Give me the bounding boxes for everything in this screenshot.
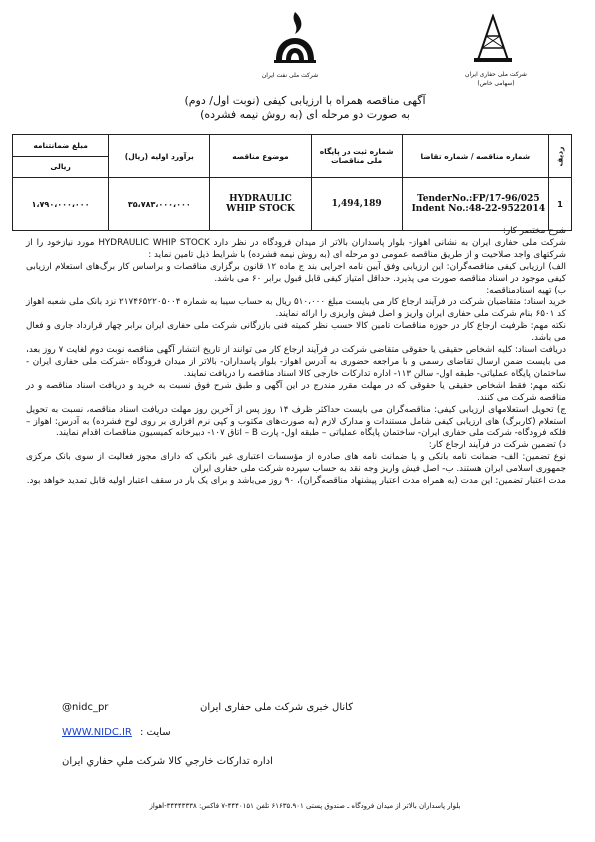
header-estimate: برآورد اولیه (ریال): [109, 135, 210, 178]
nioc-flame-logo-icon: [270, 10, 320, 65]
cell-guarantee: ۱،۷۹۰،۰۰۰،۰۰۰: [13, 178, 109, 231]
body-paragraph: مدت اعتبار تضمین: این مدت (به همراه مدت اعتبار پیشنهاد مناقصه‌گران)، ۹۰ روز می‌باشد و برای یک بار در سقف اعتبار اولیه قابل تمدید خواهد بود.: [26, 476, 566, 487]
org-right-caption: شرکت ملی نفت ایران: [261, 72, 319, 79]
body-paragraph: الف) ارزیابی کیفی مناقصه‌گران: این ارزیابی وفق آیین نامه اجرایی بند ج ماده ۱۲ قانون برگزاری مناقصات و براساس کار برگ‌های استعلام ارزیابی کیفی موجود در اسناد مناقصه صورت می پذیرد. حداقل امتیاز کیفی قابل قبول برابر ۶۰ می باشد.: [26, 261, 566, 284]
notice-subtitle: به صورت دو مرحله ای (به روش نیمه فشرده): [200, 108, 410, 121]
cell-subject: [210, 178, 311, 231]
header-subject: موضوع مناقصه: [210, 135, 311, 178]
news-channel-id[interactable]: @nidc_pr: [62, 702, 109, 713]
cell-row-no: 1: [548, 178, 571, 231]
header-guarantee-unit: ریالی: [50, 161, 71, 171]
tender-number: TenderNo.:FP/17-96/025: [417, 194, 540, 204]
indent-number: Indent No.:48-22-9522014: [411, 204, 546, 214]
body-paragraph: شرکت ملی حفاری ایران به نشانی اهواز- بلوار پاسداران بالاتر از میدان فرودگاه در نظر دارد HYDRAULIC WHIP STOCK مورد نیازخود را از شرکتهای واجد صلاحیت و از طریق مناقصه عمومی دو مرحله ای (به روش نیمه فشرده) با شرایط ذیل تامین نماید :: [26, 237, 566, 260]
table-header-row: [13, 135, 572, 178]
website-link[interactable]: WWW.NIDC.IR: [62, 727, 132, 738]
body-paragraph: نکته مهم: ظرفیت ارجاع کار در حوزه مناقصات تامین کالا حسب نظر کمیته فنی بازرگانی شرکت ملی حفاری ایران برابر چهار قرارداد جاری و فعال می باشد.: [26, 321, 566, 344]
cell-reg-no: 1,494,189: [311, 178, 402, 231]
news-channel-label: کانال خبری شرکت ملی حفاری ایران: [200, 702, 353, 713]
body-paragraph: خرید اسناد: متقاضیان شرکت در فرآیند ارجاع کار می بایست مبلغ ۵۱۰،۰۰۰ ریال به حساب سیبا به شماره ۲۱۷۴۶۵۲۲۰۵۰۰۴ نزد بانک ملی شعبه اهواز کد ۶۵۰۱ بنام شرکت ملی حفاری ایران واریز و اصل فیش واریزی را ارائه نمایند.: [26, 297, 567, 320]
org-left-name: شرکت ملی حفاری ایران: [465, 71, 527, 78]
header-guarantee-label: مبلغ ضمانتنامه: [13, 136, 108, 157]
tender-table: [12, 134, 572, 231]
body-paragraph: نکته مهم: فقط اشخاص حقیقی یا حقوقی که در مهلت مقرر مندرج در این آگهی و طبق شرح فوق نسبت به خرید و دریافت اسناد مناقصه و در مناقصه شرکت می کنند.: [26, 380, 566, 403]
subject-line2: WHIP STOCK: [226, 204, 295, 214]
org-left-caption: [461, 70, 531, 88]
header-guarantee: [13, 135, 109, 178]
subject-line1: HYDRAULIC: [229, 194, 292, 204]
header-row-no: ردیف: [548, 135, 571, 178]
body-paragraph: ج) تحویل استعلامهای ارزیابی کیفی: مناقصه‌گران می بایست حداکثر ظرف ۱۴ روز پس از آخرین روز مهلت دریافت اسناد مناقصه، نسبت به تحویل استعلام (کاربرگ) های ارزیابی کیفی شامل مستندات و مدارک لازم (به صورت‌های مکتوب و کپی نرم افزاری بر روی لوح فشرده) به آدرس: اهواز – فلکه فرودگاه- شرکت ملی حفاری ایران- ساختمان پایگاه عملیاتی – طبقه اول- پارت B – اتاق ۱۰۷- دبیرخانه کمیسیون مناقصات اقدام نمایند.: [26, 404, 566, 439]
table-row: [13, 178, 572, 231]
body-paragraph: شرح مختصر کار:: [502, 226, 566, 236]
cell-estimate: ۳۵،۷۸۳،۰۰۰،۰۰۰: [109, 178, 210, 231]
org-left-type: (سهامی خاص): [477, 80, 515, 87]
cell-tender-no: [402, 178, 548, 231]
body-paragraph: دریافت اسناد: کلیه اشخاص حقیقی یا حقوقی متقاضی شرکت در فرآیند ارجاع کار می توانند از تاریخ انتشار آگهی مناقصه نوبت دوم لغایت ۷ روز بعد، می بایست ضمن ارسال تقاضای رسمی و با مراجعه حضوری به آدرس اهواز- بلوار پاسداران- بالاتر از میدان فرودگاه -شرکت ملی حفاری ایران - ساختمان پایگاه عملیاتی- طبقه اول- سالن ۱۱۳- اداره تدارکات خارجی کالا اسناد مناقصه را دریافت نمایند.: [26, 345, 566, 379]
header-tender-no: شماره مناقصه / شماره تقاضا: [402, 135, 548, 178]
department-name: اداره تدارکات خارجي كالا شركت ملي حفاري ايران: [62, 756, 273, 767]
body-paragraph: نوع تضمین: الف- ضمانت نامه بانکی و یا ضمانت نامه های صادره از مؤسسات اعتباری غیر بانکی که دارای مجوز فعالیت از سوی بانک مرکزی جمهوری اسلامی ایران هستند. ب- اصل فیش واریز وجه نقد به حساب سپرده شرکت ملی حفاری ایران: [26, 452, 566, 475]
website-label: سایت :: [140, 727, 171, 738]
header-reg-no: شماره ثبت در پایگاه ملی مناقصات: [311, 135, 402, 178]
footer-address: بلوار پاسداران بالاتر از میدان فرودگاه ـ صندوق پستی ۶۱۶۳۵.۹۰۱ تلفن ۴۴۴۰۱۵۱-۷ فاکس: ۳۴۴۴۳۳۳۸-اهواز: [149, 802, 461, 810]
body-paragraph: د) تضمین شرکت در فرآیند ارجاع کار:: [428, 440, 566, 451]
body-paragraph: ب) تهیه اسنادمناقصه:: [486, 285, 566, 296]
drilling-rig-logo-icon: [468, 14, 518, 64]
notice-title: آگهی مناقصه همراه با ارزیابی کیفی (نوبت اول/ دوم): [184, 94, 426, 107]
notice-body: [26, 226, 566, 488]
